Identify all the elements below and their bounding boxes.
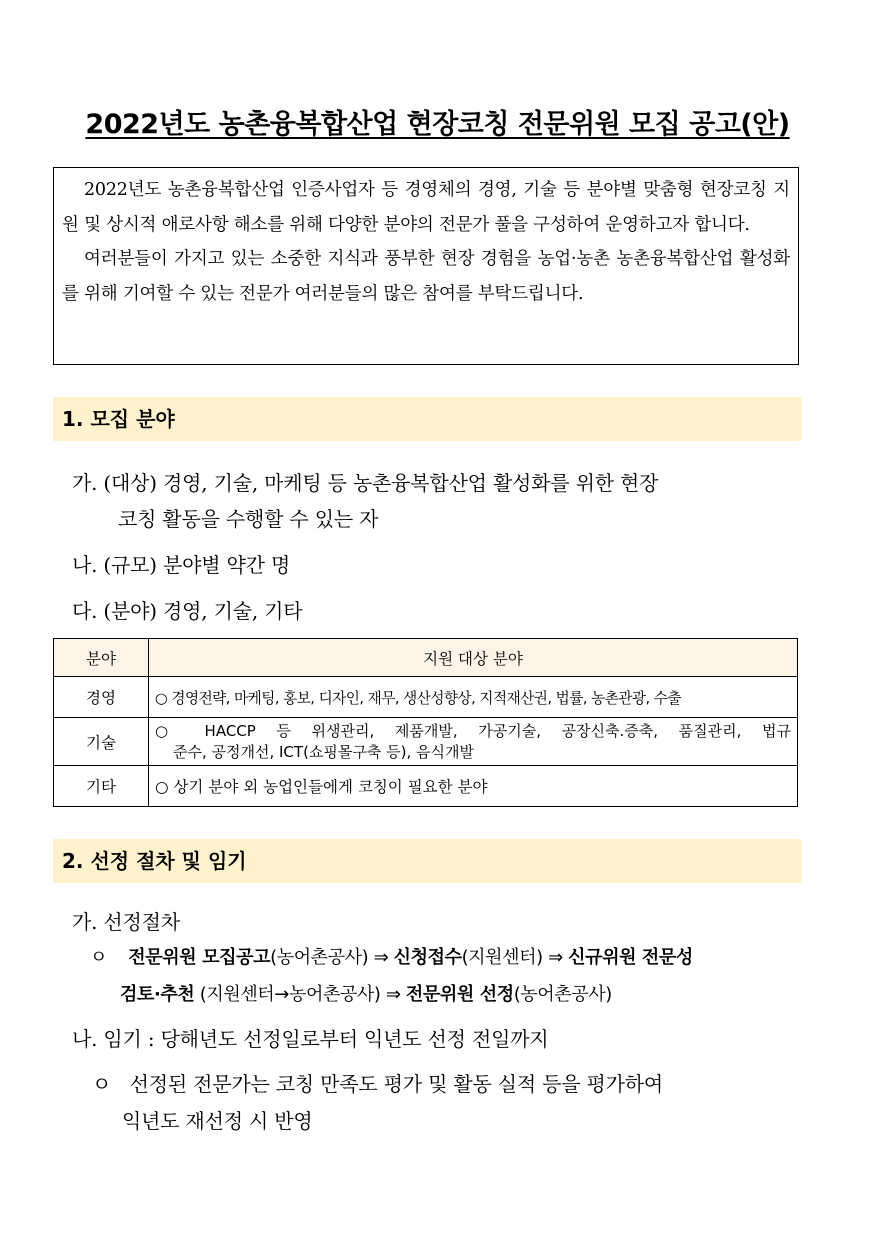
term-note-line1: 선정된 전문가는 코칭 만족도 평가 및 활동 실적 등을 평가하여	[129, 1072, 664, 1096]
row-content-line1: ○ HACCP 등 위생관리, 제품개발, 가공기술, 공장신축.증축, 품질관리, 법규	[155, 721, 791, 740]
row-category: 경영	[54, 677, 149, 718]
item-ga-line2: 코칭 활동을 수행할 수 있는 자	[118, 507, 379, 531]
page-title-text: 2022년도 농촌융복합산업 현장코칭 전문위원 모집 공고(안)	[85, 109, 790, 140]
table-header-row	[54, 639, 798, 677]
header-category: 분야	[54, 639, 149, 677]
step-apply-org: (지원센터)	[461, 947, 543, 968]
page-title	[0, 102, 875, 141]
row-content: ○ 경영전략, 마케팅, 홍보, 디자인, 재무, 생산성향상, 지적재산권, 법률, 농촌관광, 수출	[149, 677, 798, 718]
arrow: ⇒	[548, 947, 563, 968]
selection-flow-line2	[120, 980, 612, 1006]
item-na: 나. (규모) 분야별 약간 명	[72, 553, 291, 577]
step-select: 전문위원 선정	[405, 984, 514, 1005]
item-selection-label: 가. 선정절차	[72, 910, 180, 934]
step-recruit-org: (농어촌공사)	[270, 947, 369, 968]
intro-box	[53, 167, 799, 365]
term-note-line2: 익년도 재선정 시 반영	[122, 1109, 313, 1133]
step-review-cont: 검토·추천	[120, 984, 195, 1005]
item-ga-line1: 가. (대상) 경영, 기술, 마케팅 등 농촌융복합산업 활성화를 위한 현장	[72, 471, 659, 495]
selection-flow-line1	[90, 943, 693, 969]
step-recruit: 전문위원 모집공고	[128, 947, 271, 968]
row-content-line2: 준수, 공정개선, ICT(쇼핑몰구축 등), 음식개발	[173, 742, 474, 761]
row-content	[149, 718, 798, 766]
intro-paragraph-2: 여러분들이 가지고 있는 소중한 지식과 풍부한 현장 경험을 농업·농촌 농촌융복합산업 활성화를 위해 기여할 수 있는 전문가 여러분들의 많은 참여를 부탁드립니다.	[62, 249, 790, 304]
section-1-heading: 1. 모집 분야	[53, 397, 802, 441]
step-review-org: (지원센터→농어촌공사)	[199, 984, 381, 1005]
bullet: ㅇ	[92, 1072, 112, 1096]
row-category: 기타	[54, 766, 149, 807]
term-bullet-line1	[92, 1068, 663, 1097]
row-content: ○ 상기 분야 외 농업인들에게 코칭이 필요한 분야	[149, 766, 798, 807]
item-term: 나. 임기 : 당해년도 선정일로부터 익년도 선정 전일까지	[72, 1027, 549, 1051]
step-select-org: (농어촌공사)	[513, 984, 612, 1005]
table-row	[54, 677, 798, 718]
bullet: ㅇ	[90, 947, 107, 968]
table-row	[54, 718, 798, 766]
section-2-heading: 2. 선정 절차 및 임기	[53, 839, 802, 883]
arrow: ⇒	[373, 947, 389, 968]
row-category: 기술	[54, 718, 149, 766]
item-da: 다. (분야) 경영, 기술, 기타	[72, 599, 303, 623]
step-review: 신규위원 전문성	[568, 947, 693, 968]
table-row	[54, 766, 798, 807]
step-apply: 신청접수	[393, 947, 462, 968]
intro-paragraph-1: 2022년도 농촌융복합산업 인증사업자 등 경영체의 경영, 기술 등 분야별 맞춤형 현장코칭 지원 및 상시적 애로사항 해소를 위해 다양한 분야의 전문가 풀을 구성하여 운영하고자 합니다.	[62, 180, 790, 235]
header-content: 지원 대상 분야	[149, 639, 798, 677]
arrow: ⇒	[385, 984, 401, 1005]
fields-table	[53, 638, 798, 807]
